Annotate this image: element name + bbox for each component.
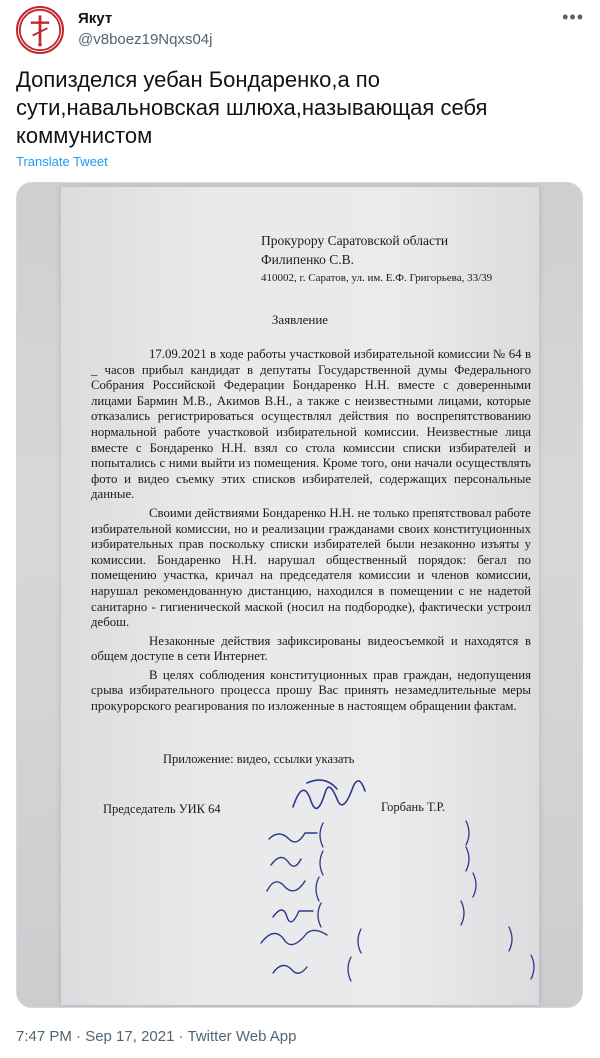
addressee-line2: Филипенко С.В. [261, 252, 355, 267]
addressee-line1: Прокурору Саратовской области [261, 233, 449, 248]
tweet-header [16, 4, 584, 56]
document-paragraph: Своими действиями Бондаренко Н.Н. не только препятствовал работе избирательной комиссии, но и реализации гражданами своих конституционных избирательных прав поскольку списки избирателей были незаконно изъяты у комиссии. Бондаренко Н.Н. нарушал общественный порядок: бегал по помещению участка, кричал на председателя комиссии и членов комиссии, нарушал рекомендованную дистанцию, находился в помещении с не надетой санитарно - гигиенической маской (носил на подбородке), фактически устроил дебош. [91, 505, 531, 630]
document-page [61, 187, 539, 1005]
signatures-area [61, 187, 539, 1005]
signature-names [325, 825, 523, 980]
signature-brackets [316, 821, 534, 981]
chair-signature [293, 780, 365, 808]
more-horizontal-icon[interactable]: ••• [562, 7, 584, 27]
tweet-photo[interactable] [16, 182, 583, 1008]
tweet-timestamp[interactable]: 7:47 PM · Sep 17, 2021 · Twitter Web App [16, 1028, 297, 1045]
document-paragraph: Незаконные действия зафиксированы видеосъемкой и находятся в общем доступе в сети Интернет. [91, 633, 531, 664]
translate-tweet-link[interactable]: Translate Tweet [16, 154, 108, 169]
document-title: Заявление [271, 312, 329, 327]
author-handle[interactable]: @v8boez19Nqxs04j [78, 31, 213, 48]
member-signature-marks [261, 833, 327, 973]
avatar[interactable] [16, 6, 64, 54]
addressee-address: 410002, г. Саратов, ул. им. Е.Ф. Григорьева, 33/39 [261, 272, 493, 284]
party-emblem-icon [18, 8, 62, 52]
signature-name: (Птоваг А.П.) [327, 904, 454, 924]
signature-name: (Широкова Е.В.) [367, 932, 514, 952]
document-attachment: Приложение: видео, ссылки указать [163, 752, 355, 766]
document-paragraph: В целях соблюдения конституционных прав граждан, недопущения срыва избирательного процесса прошу Вас принять незамедлительные меры прокурорского реагирования по изложенные в настоящем обращении фактам. [91, 667, 531, 714]
signature-name: (Зотова Е.Л.) [329, 852, 453, 872]
signature-name: (Комиссаров С.Н.) [357, 960, 523, 980]
tweet-text: Допизделся уебан Бондаренко,а по сути,навальновская шлюха,называющая себя коммунистом [16, 67, 488, 148]
document-paragraph: 17.09.2021 в ходе работы участковой избирательной комиссии № 64 в _ часов прибыл кандидат в депутаты Государственной думы Федерального Собрания Российской Федерации Бондаренко Н.Н. вместе с доверенными лицами Бармин М.В., Акимов В.Н., а также с неизвестными лицами, которые отказались регистрироваться осуществлял действия по воспрепятствованию нормальной работе участковой избирательной комиссии. Неизвестные лица вместе с Бондаренко Н.Н. взял со стола комиссии списки избирателей и попытались с ними выйти из помещения. Кроме того, они начали осуществлять фото и видео съемку этих списков избирателей, содержащих персональные данные. [91, 347, 531, 502]
chair-label: Председатель УИК 64 [103, 802, 221, 816]
chair-name: Горбань Т.Р. [381, 800, 446, 814]
signature-name: (Полякова И.А.) [325, 878, 470, 898]
author-name[interactable]: Якут [78, 10, 113, 27]
signature-name: (Логинова С.В.) [329, 825, 470, 845]
